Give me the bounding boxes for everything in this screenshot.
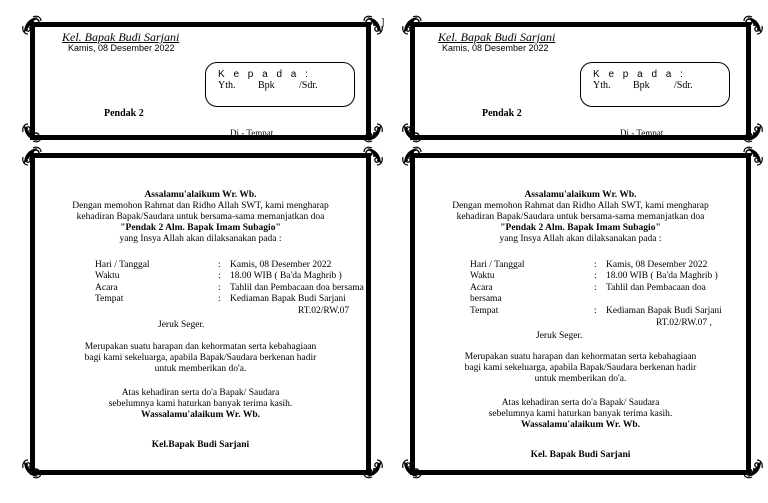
di-tempat: Di - Tempat: [620, 128, 664, 138]
corner-ornament-icon: [362, 145, 384, 167]
rt-rw: RT.02/RW.07 ,: [656, 318, 712, 328]
waktu-value: 18.00 WIB ( Ba'da Maghrib ): [230, 271, 342, 281]
stray-bracket: ]: [381, 17, 385, 28]
event-title: "Pendak 2 Alm. Bapak Imam Subagio": [500, 223, 661, 233]
acara-value: Tahlil dan Pembacaan doa: [606, 283, 706, 293]
di-tempat: Di - Tempat: [230, 128, 274, 138]
hari-label: Hari / Tanggal: [470, 260, 525, 270]
corner-ornament-icon: [401, 122, 423, 144]
hope-line: Merupakan suatu harapan dan kehormatan serta kebahagiaan: [84, 342, 317, 352]
thanks-paragraph: [420, 398, 741, 431]
area-name: Jeruk Seger.: [158, 320, 205, 330]
colon: :: [218, 271, 221, 281]
acara-label-cont: bersama: [470, 294, 502, 304]
corner-ornament-icon: [21, 145, 43, 167]
signature: Kel.Bapak Budi Sarjani: [151, 440, 250, 450]
kepada-label: K e p a d a :: [218, 69, 311, 80]
thanks-paragraph: [40, 388, 361, 421]
event-title: "Pendak 2 Alm. Bapak Imam Subagio": [120, 223, 281, 233]
hari-label: Hari / Tanggal: [95, 260, 150, 270]
sender-name: Kel. Bapak Budi Sarjani: [438, 30, 556, 44]
thanks-line: Atas kehadiran serta do'a Bapak/ Saudara: [121, 388, 280, 398]
kepada-label: K e p a d a :: [593, 69, 686, 80]
intro-line: Dengan memohon Rahmat dan Ridho Allah SWT, kami mengharap: [452, 201, 709, 211]
area-name: Jeruk Seger.: [536, 331, 583, 341]
intro-line: kehadiran Bapak/Saudara untuk bersama-sama memanjatkan doa: [456, 212, 705, 222]
thanks-line: sebelumnya kami haturkan banyak terima kasih.: [108, 399, 293, 409]
invitation-body: [40, 190, 361, 245]
intro-line: kehadiran Bapak/Saudara untuk bersama-sama memanjatkan doa: [76, 212, 325, 222]
event-name: Pendak 2: [104, 108, 144, 119]
sdr-label: /Sdr.: [674, 80, 693, 91]
acara-label: Acara: [95, 283, 118, 293]
waktu-label: Waktu: [470, 271, 495, 281]
colon: :: [594, 271, 597, 281]
event-name: Pendak 2: [482, 108, 522, 119]
invitation-body: [420, 190, 741, 245]
salam-open: Assalamu'alaikum Wr. Wb.: [524, 190, 637, 200]
sdr-label: /Sdr.: [299, 80, 318, 91]
hope-line: untuk memberikan do'a.: [154, 364, 247, 374]
tempat-label: Tempat: [470, 306, 499, 316]
waktu-label: Waktu: [95, 271, 120, 281]
corner-ornament-icon: [21, 14, 43, 36]
colon: :: [594, 306, 597, 316]
acara-value: Tahlil dan Pembacaan doa bersama: [230, 283, 364, 293]
corner-ornament-icon: [21, 458, 43, 480]
salam-close: Wassalamu'alaikum Wr. Wb.: [141, 410, 260, 420]
rt-rw: RT.02/RW.07: [298, 306, 350, 316]
hari-value: Kamis, 08 Desember 2022: [606, 260, 708, 270]
sender-date: Kamis, 08 Desember 2022: [442, 43, 549, 53]
corner-ornament-icon: [742, 458, 764, 480]
thanks-line: Atas kehadiran serta do'a Bapak/ Saudara: [501, 398, 660, 408]
hope-line: Merupakan suatu harapan dan kehormatan serta kebahagiaan: [464, 352, 697, 362]
intro-line: yang Insya Allah akan dilaksanakan pada :: [119, 234, 282, 244]
tempat-label: Tempat: [95, 294, 124, 304]
salam-close: Wassalamu'alaikum Wr. Wb.: [521, 420, 640, 430]
hope-line: untuk memberikan do'a.: [534, 374, 627, 384]
corner-ornament-icon: [742, 14, 764, 36]
hope-paragraph: [420, 352, 741, 385]
hope-line: bagi kami sekeluarga, apabila Bapak/Saudara berkenan hadir: [464, 363, 697, 373]
waktu-value: 18.00 WIB ( Ba'da Maghrib ): [606, 271, 718, 281]
yth-label: Yth.: [593, 80, 611, 91]
corner-ornament-icon: [401, 458, 423, 480]
bpk-label: Bpk: [258, 80, 275, 91]
colon: :: [218, 283, 221, 293]
kepada-box: [580, 62, 730, 107]
acara-label: Acara: [470, 283, 493, 293]
kepada-box: [205, 62, 355, 107]
corner-ornament-icon: [362, 122, 384, 144]
hope-paragraph: [40, 342, 361, 375]
yth-label: Yth.: [218, 80, 236, 91]
intro-line: Dengan memohon Rahmat dan Ridho Allah SWT, kami mengharap: [72, 201, 329, 211]
corner-ornament-icon: [362, 458, 384, 480]
colon: :: [218, 294, 221, 304]
sender-date: Kamis, 08 Desember 2022: [68, 43, 175, 53]
sender-name: Kel. Bapak Budi Sarjani: [62, 30, 180, 44]
colon: :: [594, 283, 597, 293]
tempat-value: Kediaman Bapak Budi Sarjani: [230, 294, 346, 304]
corner-ornament-icon: [21, 122, 43, 144]
corner-ornament-icon: [742, 122, 764, 144]
corner-ornament-icon: [362, 14, 384, 36]
colon: :: [218, 260, 221, 270]
colon: :: [594, 260, 597, 270]
hari-value: Kamis, 08 Desember 2022: [230, 260, 332, 270]
corner-ornament-icon: [401, 145, 423, 167]
corner-ornament-icon: [401, 14, 423, 36]
bpk-label: Bpk: [633, 80, 650, 91]
intro-line: yang Insya Allah akan dilaksanakan pada :: [499, 234, 662, 244]
tempat-value: Kediaman Bapak Budi Sarjani: [606, 306, 722, 316]
salam-open: Assalamu'alaikum Wr. Wb.: [144, 190, 257, 200]
signature: Kel. Bapak Budi Sarjani: [530, 450, 631, 460]
hope-line: bagi kami sekeluarga, apabila Bapak/Saudara berkenan hadir: [84, 353, 317, 363]
corner-ornament-icon: [742, 145, 764, 167]
thanks-line: sebelumnya kami haturkan banyak terima kasih.: [488, 409, 673, 419]
